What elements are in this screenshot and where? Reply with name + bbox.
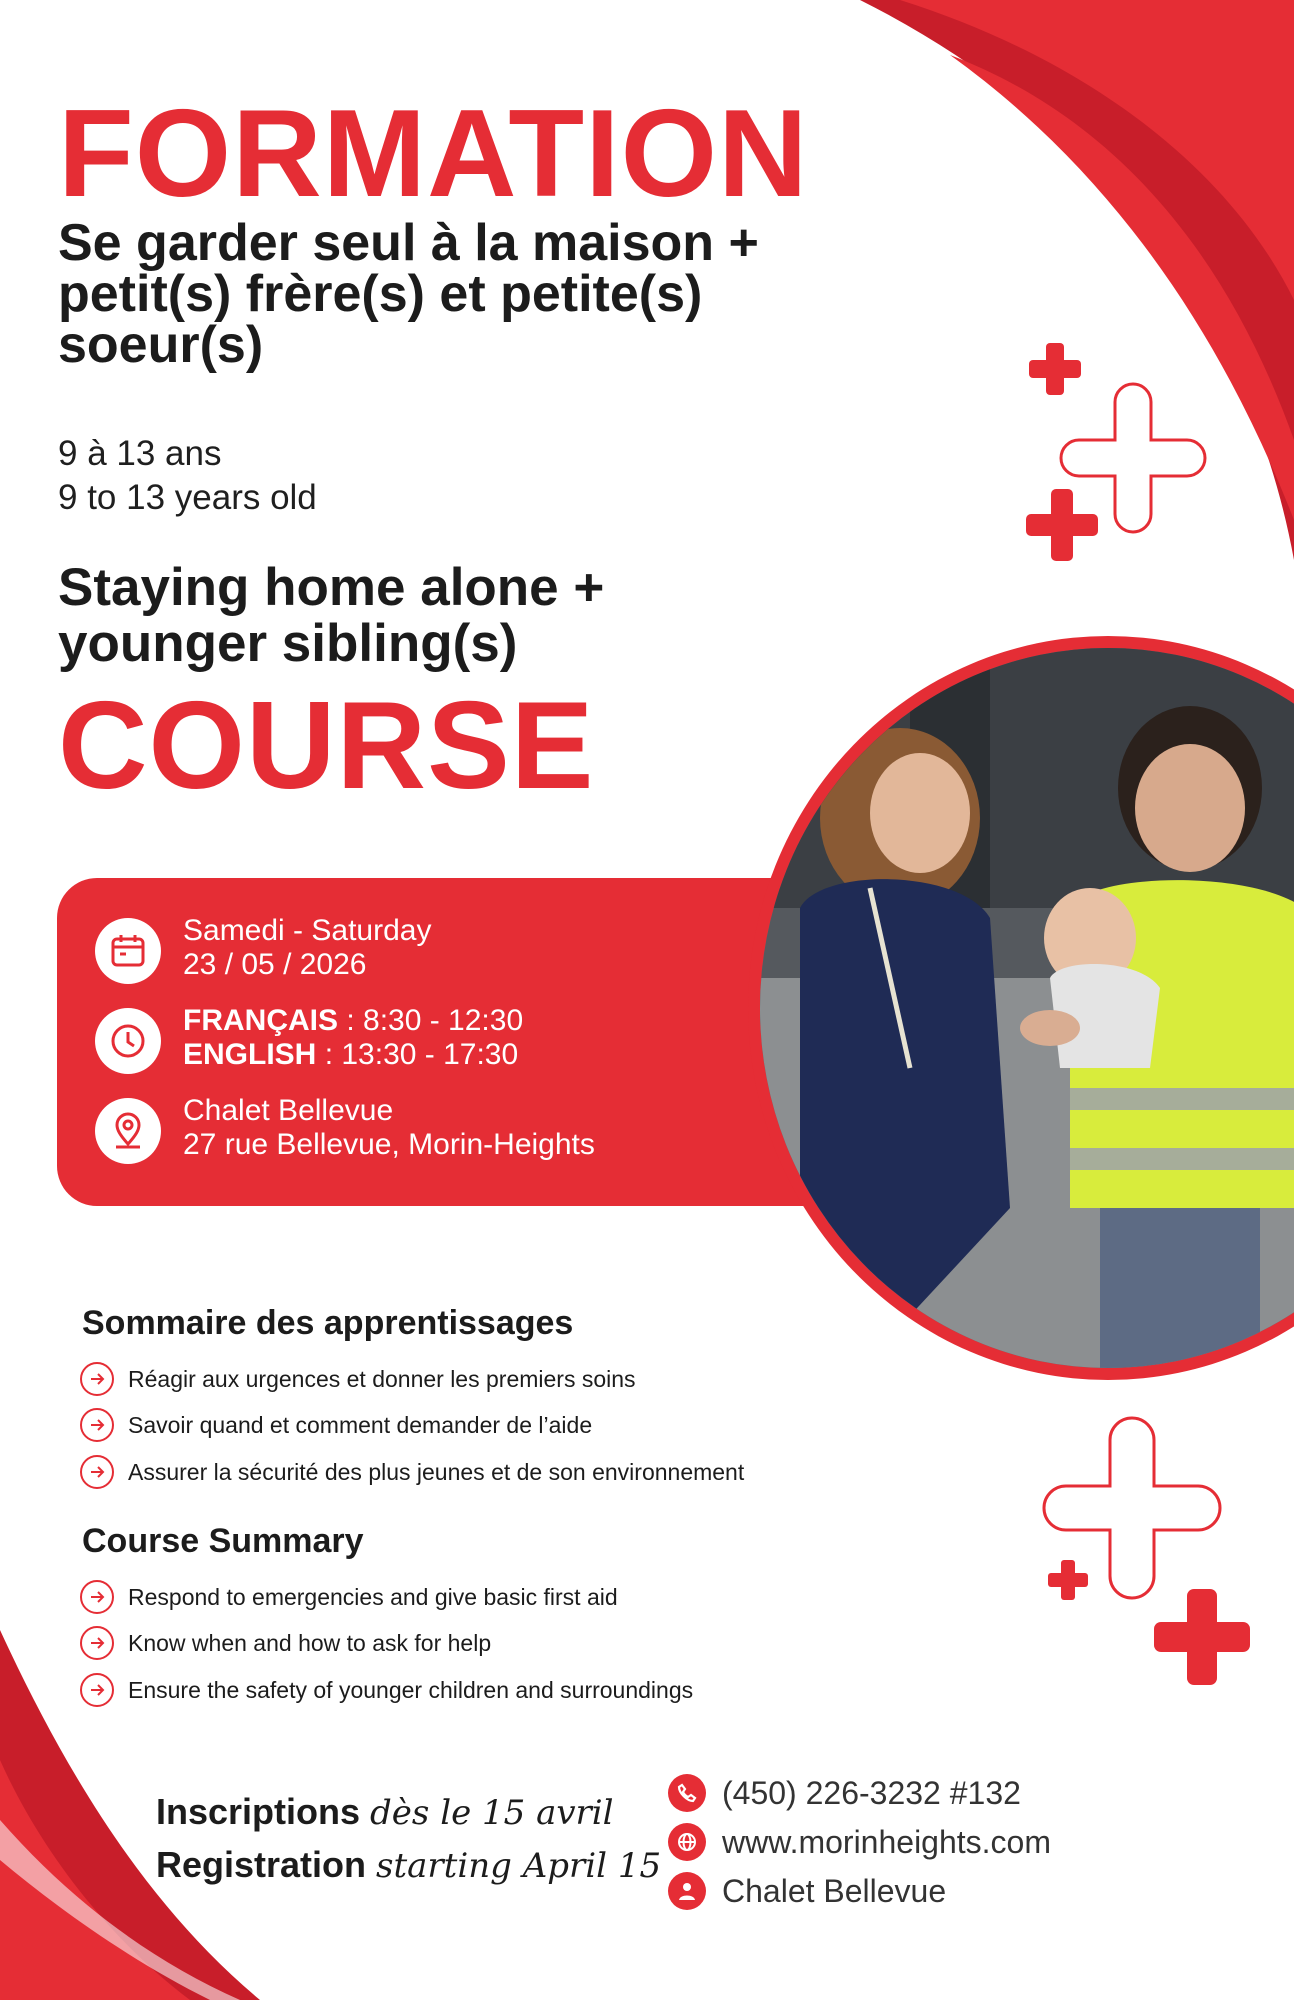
arrow-right-icon [80,1408,114,1442]
list-item [80,1408,592,1442]
schedule-fr-time: : 8:30 - 12:30 [338,1004,524,1037]
summary-fr-item-2: Savoir quand et comment demander de l’aide [128,1411,593,1438]
contact-website[interactable] [668,1823,1051,1861]
list-item [80,1673,693,1707]
registration-en-label: Registration [156,1844,367,1885]
arrow-right-icon [80,1626,114,1660]
summary-fr-heading: Sommaire des apprentissages [82,1304,574,1342]
schedule-en-label: ENGLISH [183,1038,317,1071]
schedule-text [183,1004,523,1072]
registration-info [156,1786,661,1892]
person-icon [668,1872,706,1910]
map-pin-icon [95,1098,161,1164]
plus-outline-top [1061,384,1205,532]
globe-icon [668,1823,706,1861]
list-item [80,1626,491,1660]
summary-en-item-3: Ensure the safety of younger children and surroundings [128,1676,694,1703]
title-course: COURSE [58,677,595,815]
title-formation: FORMATION [58,85,809,223]
contact-place [668,1872,946,1910]
schedule-fr-label: FRANÇAIS [183,1004,338,1037]
age-fr: 9 à 13 ans [58,434,222,473]
summary-en-heading: Course Summary [82,1522,364,1560]
location-name: Chalet Bellevue [183,1094,394,1127]
subtitle-fr: Se garder seul à la maison + petit(s) frère(s) et petite(s) soeur(s) [58,214,759,374]
summary-en-item-1: Respond to emergencies and give basic first aid [128,1583,618,1610]
arrow-right-icon [80,1673,114,1707]
date-value: 23 / 05 / 2026 [183,948,367,981]
schedule-en-time: : 13:30 - 17:30 [316,1038,519,1071]
registration-fr-label: Inscriptions [156,1791,361,1832]
summary-fr-item-1: Réagir aux urgences et donner les premiers soins [128,1365,636,1392]
calendar-icon [95,918,161,984]
list-item [80,1580,618,1614]
plus-cluster-bottom [1048,1560,1250,1685]
registration-fr-date: dès le 15 avril [370,1793,614,1833]
contact-place-text: Chalet Bellevue [722,1872,947,1909]
list-item [80,1362,636,1396]
age-en: 9 to 13 years old [58,478,317,517]
registration-en-date: starting April 15 [376,1846,662,1886]
list-item [80,1455,744,1489]
summary-en-item-2: Know when and how to ask for help [128,1629,492,1656]
date-day: Samedi - Saturday [183,914,432,947]
subtitle-en: Staying home alone + younger sibling(s) [58,558,605,673]
arrow-right-icon [80,1362,114,1396]
clock-icon [95,1008,161,1074]
summary-fr-item-3: Assurer la sécurité des plus jeunes et de son environnement [128,1458,745,1485]
location-address: 27 rue Bellevue, Morin-Heights [183,1128,595,1161]
phone-icon [668,1774,706,1812]
age-range [58,432,317,520]
contact-phone[interactable] [668,1774,1021,1812]
contact-website-text: www.morinheights.com [722,1823,1051,1860]
arrow-right-icon [80,1580,114,1614]
location-text [183,1094,595,1162]
contact-phone-text: (450) 226-3232 #132 [722,1774,1021,1811]
arrow-right-icon [80,1455,114,1489]
date-text [183,914,431,982]
